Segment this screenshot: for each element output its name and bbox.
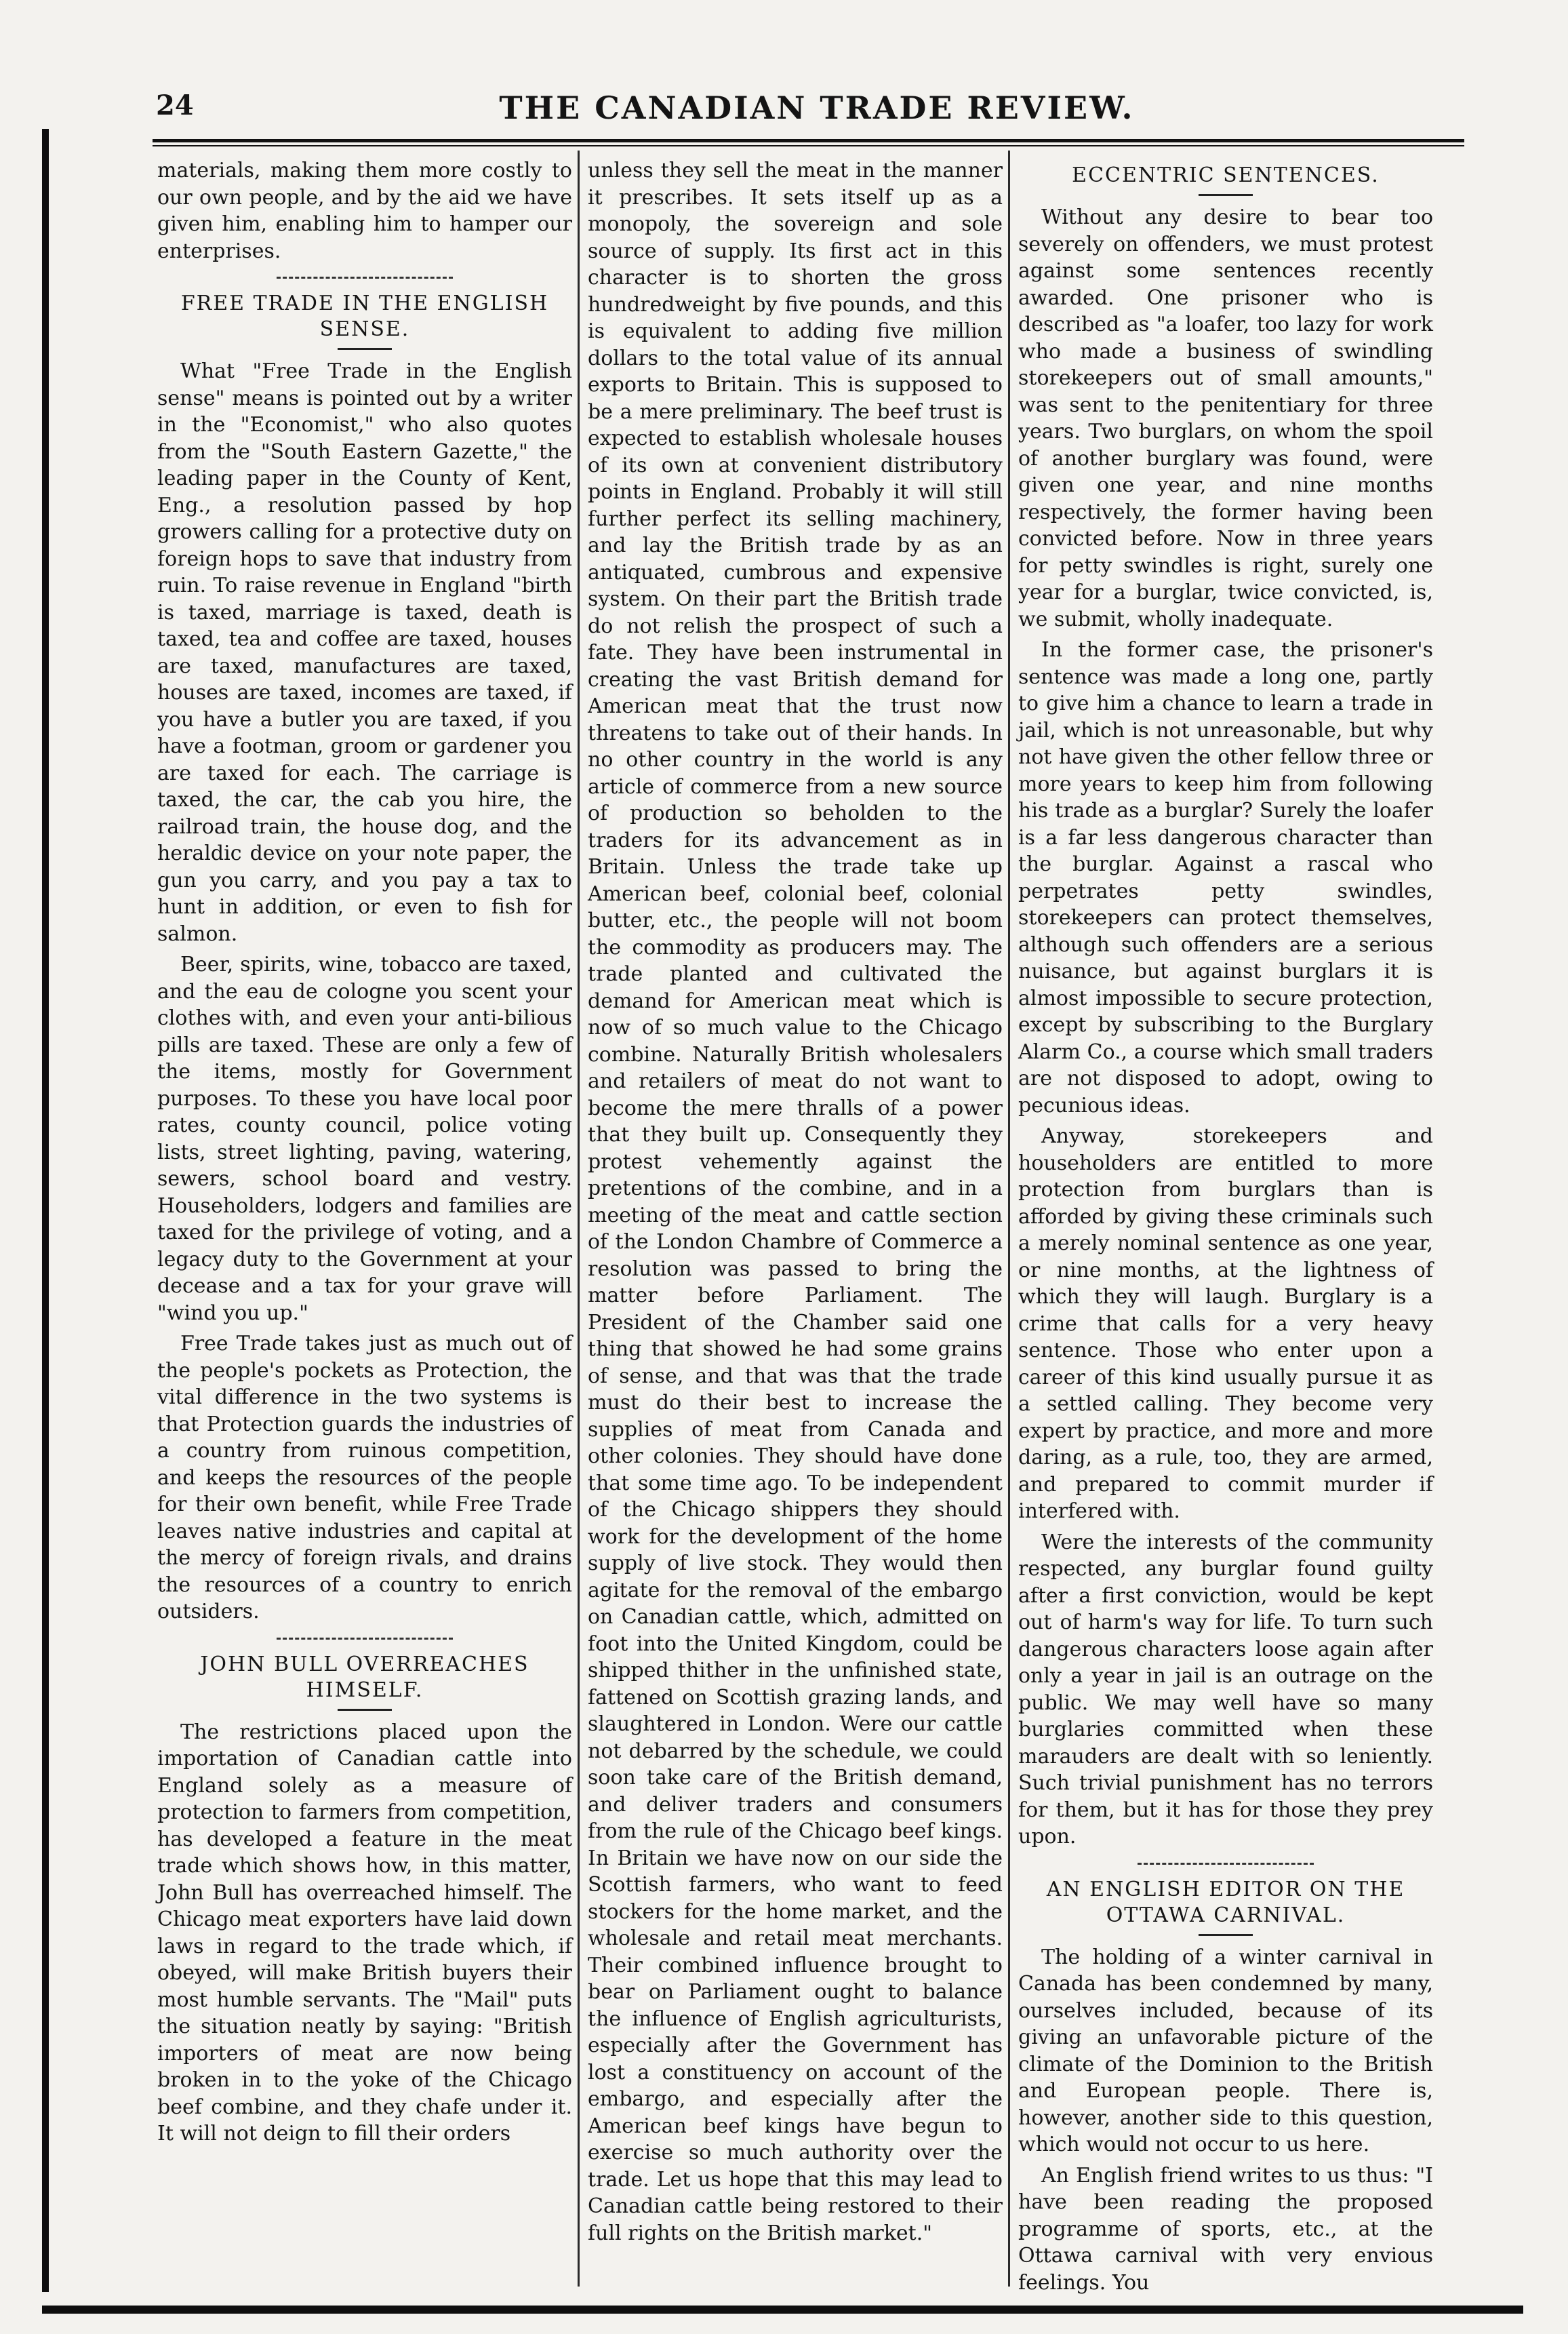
paragraph: The holding of a winter carnival in Canada has been condemned by many, ourselves included, because of its giving an unfavorable picture of the climate of the Dominion to the British and European people. There is, however, another side to this question, which would not occur to us here. [1018,1945,1433,2156]
paragraph: Beer, spirits, wine, tobacco are taxed, and the eau de cologne you scent your clothes with, and even your anti-bilious pills are taxed. These are only a few of the items, mostly for Government purposes. To these you have local poor rates, county council, police voting lists, street lighting, paving, watering, sewers, school board and vestry. Householders, lodgers and families are taxed for the privilege of voting, and a legacy duty to the Government at your decease and a tax for your grave will "wind you up." [157,953,572,1325]
headline-eccentric-sentences: ECCENTRIC SENTENCES. [1072,163,1380,187]
headline-rule [338,348,392,350]
article-separator [1138,1863,1314,1865]
headline-rule [338,1709,392,1711]
paragraph: The restrictions placed upon the importation of Canadian cattle into England solely as a measure of protection to farmers from competition, has developed a feature in the meat trade which shows how, in this matter, John Bull has overreached himself. The Chicago meat exporters have laid down laws in regard to the trade which, if obeyed, will make British buyers their most humble servants. The "Mail" puts the situation neatly by saying: "British importers of meat are now being broken in to the yoke of the Chicago beef combine, and they chafe under it. It will not deign to fill their orders [157,1720,572,2145]
masthead-title: THE CANADIAN TRADE REVIEW. [499,90,1135,126]
article-continuation: unless they sell the meat in the manner it prescribes. It sets itself up as a monopoly, the sovereign and sole source of supply. Its first act in this character is to shorten the gross hundredweight by five pounds, and this is equivalent to adding five million dollars to the total value of its annual exports to Britain. This is supposed to be a mere preliminary. The beef trust is expected to establish wholesale houses of its own at convenient distributory points in England. Probably it will still further perfect its selling machinery, and lay the British trade by as an antiquated, cumbrous and expensive system. On their part the British trade do not relish the prospect of such a fate. They have been instrumental in creating the vast British demand for American meat that the trust now threatens to take out of their hands. In no other country in the world is any article of commerce from a new source of production so beholden to the traders for its advancement as in Britain. Unless the trade take up American beef, colonial beef, colonial butter, etc., the people will not boom the commodity as producers may. The trade planted and cultivated the demand for American meat which is now of so much value to the Chicago combine. Naturally British wholesalers and retailers of meat do not want to become the mere thralls of a power that they built up. Consequently they protest vehemently against the pretentions of the combine, and in a meeting of the meat and cattle section of the London Chambre of Commerce a resolution was passed to bring the matter before Parliament. The President of the Chamber said one thing that showed he had some grains of sense, and that was that the trade must do their best to increase the supplies of meat from Canada and other colonies. They should have done that some time ago. To be independent of the Chicago shippers they should work for the development of the home supply of live stock. They would then agitate for the removal of the embargo on Canadian cattle, which, admitted on foot into the United Kingdom, could be shipped thither in the unfinished state, fattened on Scottish grazing lands, and slaughtered in London. Were our cattle not debarred by the schedule, we could soon take care of the British demand, and deliver traders and consumers from the rule of the Chicago beef kings. In Britain we have now on our side the Scottish farmers, who want to feed stockers for the home market, and the wholesale and retail meat merchants. Their combined influence brought to bear on Parliament ought to balance the influence of English agriculturists, especially after the Government has lost a constituency on account of the embargo, and especially after the American beef kings have begun to exercise so much authority over the trade. Let us hope that this may lead to Canadian cattle being restored to their full rights on the British market." [588,159,1003,2245]
column-divider-1 [578,151,580,2287]
paragraph: Were the interests of the community respected, any burglar found guilty after a first conviction, would be kept out of harm's way for life. To turn such dangerous characters loose again after only a year in jail is an outrage on the public. We may well have so many burglaries committed when these marauders are dealt with so leniently. Such trivial punishment has no terrors for them, but it has for those they prey upon. [1018,1530,1433,1848]
column-1 [157,157,572,2280]
header-rule-thin [153,145,1464,146]
column-3 [1018,157,1433,2295]
page-left-border [42,129,49,2292]
page-number: 24 [156,90,194,121]
headline-ottawa-carnival: AN ENGLISH EDITOR ON THE OTTAWA CARNIVAL. [1046,1877,1405,1927]
article-separator [277,1638,453,1640]
headline-john-bull: JOHN BULL OVERREACHES HIMSELF. [200,1652,529,1702]
paragraph: In the former case, the prisoner's sentence was made a long one, partly to give him a chance to learn a trade in jail, which is not unreasonable, but why not have given the other fellow three or more years to keep him from following his trade as a burglar? Surely the loafer is a far less dangerous character than the burglar. Against a rascal who perpetrates petty swindles, storekeepers can protect themselves, although such offenders are a serious nuisance, but against burglars it is almost impossible to secure protection, except by subscribing to the Burglary Alarm Co., a course which small traders are not disposed to adopt, owing to pecunious ideas. [1018,638,1433,1117]
header-rule-thick [153,139,1464,142]
article-continuation: materials, making them more costly to our own people, and by the aid we have given him, enabling him to hamper our enterprises. [157,159,572,263]
column-2 [588,157,1003,2280]
paragraph: An English friend writes to us thus: "I have been reading the proposed programme of sports, etc., at the Ottawa carnival with very envious feelings. You [1018,2163,1433,2295]
paragraph: Without any desire to bear too severely on offenders, we must protest against some sentences recently awarded. One prisoner who is described as "a loafer, too lazy for work who made a business of swindling storekeepers out of small amounts," was sent to the penitentiary for three years. Two burglars, on whom the spoil of another burglary was found, were given one year, and nine months respectively, the former having been convicted before. Now in three years for petty swindles is right, surely one year for a burglar, twice convicted, is, we submit, wholly inadequate. [1018,205,1433,631]
article-separator [277,277,453,279]
paragraph: Anyway, storekeepers and householders are entitled to more protection from burglars than is afforded by giving these criminals such a merely nominal sentence as one year, or nine months, at the lightness of which they will laugh. Burglary is a crime that calls for a very heavy sentence. Those who enter upon a career of this kind usually pursue it as a settled calling. They become very expert by practice, and more and more daring, as a rule, too, they are armed, and prepared to commit murder if interfered with. [1018,1124,1433,1523]
headline-rule [1199,194,1253,196]
page-header [156,90,1478,144]
headline-rule [1199,1934,1253,1936]
column-divider-2 [1008,151,1010,2287]
paragraph: What "Free Trade in the English sense" means is pointed out by a writer in the "Economist," who also quotes from the "South Eastern Gazette," the leading paper in the County of Kent, Eng., a resolution passed by hop growers calling for a protective duty on foreign hops to save that industry from ruin. To raise revenue in England "birth is taxed, marriage is taxed, death is taxed, tea and coffee are taxed, houses are taxed, manufactures are taxed, houses are taxed, incomes are taxed, if you have a butler you are taxed, if you have a footman, groom or gardener you are taxed for each. The carriage is taxed, the car, the cab you hire, the railroad train, the house dog, and the heraldic device on your note paper, the gun you carry, and you pay a tax to hunt in addition, or even to fish for salmon. [157,359,572,946]
headline-free-trade: FREE TRADE IN THE ENGLISH SENSE. [180,292,549,341]
page-bottom-border [42,2306,1523,2314]
paragraph: Free Trade takes just as much out of the people's pockets as Protection, the vital difference in the two systems is that Protection guards the industries of a country from ruinous competition, and keeps the resources of the people for their own benefit, while Free Trade leaves native industries and capital at the mercy of foreign rivals, and drains the resources of a country to enrich outsiders. [157,1332,572,1623]
